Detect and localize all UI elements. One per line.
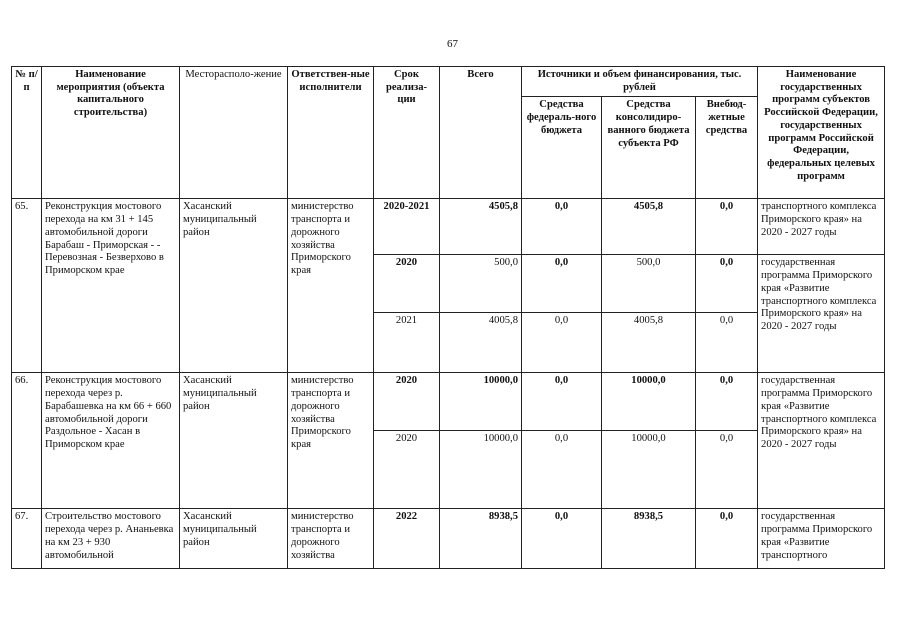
row-federal: 0,0 <box>522 509 602 569</box>
row-executors: министерство транспорта и дорожного хозяйства <box>288 509 374 569</box>
row-period: 2021 <box>374 313 440 373</box>
table-row <box>12 509 885 569</box>
row-total: 10000,0 <box>440 431 522 509</box>
header-sources: Источники и объем финансирования, тыс. рублей <box>522 67 758 97</box>
row-num: 66. <box>12 373 42 509</box>
row-executors: министерство транспорта и дорожного хозяйства Приморского края <box>288 199 374 373</box>
row-executors: министерство транспорта и дорожного хозяйства Приморского края <box>288 373 374 509</box>
header-name: Наименование мероприятия (объекта капитального строительства) <box>42 67 180 199</box>
row-federal: 0,0 <box>522 373 602 431</box>
row-federal: 0,0 <box>522 313 602 373</box>
row-total: 10000,0 <box>440 373 522 431</box>
header-period: Срок реализа-ции <box>374 67 440 199</box>
page-number: 67 <box>447 38 458 50</box>
row-extra: 0,0 <box>696 313 758 373</box>
row-total: 500,0 <box>440 255 522 313</box>
row-regional: 4505,8 <box>602 199 696 255</box>
row-total: 4005,8 <box>440 313 522 373</box>
row-federal: 0,0 <box>522 255 602 313</box>
row-regional: 500,0 <box>602 255 696 313</box>
header-regional: Средства консолидиро-ванного бюджета субъекта РФ <box>602 97 696 199</box>
header-executors: Ответствен-ные исполнители <box>288 67 374 199</box>
table-row <box>12 199 885 255</box>
table-row <box>12 373 885 431</box>
row-num: 65. <box>12 199 42 373</box>
row-regional: 10000,0 <box>602 431 696 509</box>
row-federal: 0,0 <box>522 431 602 509</box>
row-program: государственная программа Приморского края «Развитие транспортного комплекса Приморского края» на 2020 - 2027 годы <box>758 255 885 373</box>
row-name: Реконструкция мостового перехода на км 31 + 145 автомобильной дороги Барабаш - Приморская - - Перевозная - Безверхово в Приморском крае <box>42 199 180 373</box>
row-period: 2020 <box>374 373 440 431</box>
row-location: Хасанский муниципальный район <box>180 509 288 569</box>
row-period: 2020 <box>374 255 440 313</box>
row-total: 4505,8 <box>440 199 522 255</box>
row-period: 2020-2021 <box>374 199 440 255</box>
row-regional: 8938,5 <box>602 509 696 569</box>
row-location: Хасанский муниципальный район <box>180 199 288 373</box>
row-extra: 0,0 <box>696 255 758 313</box>
header-programs: Наименование государственных программ субъектов Российской Федерации, государственных программ Российской Федерации, федеральных целевых программ <box>758 67 885 199</box>
row-period: 2020 <box>374 431 440 509</box>
row-program: транспортного комплекса Приморского края» на 2020 - 2027 годы <box>758 199 885 255</box>
header-federal: Средства федераль-ного бюджета <box>522 97 602 199</box>
row-location: Хасанский муниципальный район <box>180 373 288 509</box>
row-program: государственная программа Приморского края «Развитие транспортного <box>758 509 885 569</box>
row-name: Строительство мостового перехода через р. Ананьевка на км 23 + 930 автомобильной <box>42 509 180 569</box>
header-num: № п/п <box>12 67 42 199</box>
row-federal: 0,0 <box>522 199 602 255</box>
header-total: Всего <box>440 67 522 199</box>
row-program: государственная программа Приморского края «Развитие транспортного комплекса Приморского края» на 2020 - 2027 годы <box>758 373 885 509</box>
header-extra: Внебюд-жетные средства <box>696 97 758 199</box>
row-extra: 0,0 <box>696 373 758 431</box>
row-num: 67. <box>12 509 42 569</box>
row-name: Реконструкция мостового перехода через р. Барабашевка на км 66 + 660 автомобильной дороги Раздольное - Хасан в Приморском крае <box>42 373 180 509</box>
row-extra: 0,0 <box>696 431 758 509</box>
row-total: 8938,5 <box>440 509 522 569</box>
row-regional: 10000,0 <box>602 373 696 431</box>
row-extra: 0,0 <box>696 199 758 255</box>
row-extra: 0,0 <box>696 509 758 569</box>
row-regional: 4005,8 <box>602 313 696 373</box>
capital-construction-table <box>11 66 885 569</box>
row-period: 2022 <box>374 509 440 569</box>
header-location: Месторасполо-жение <box>180 67 288 199</box>
